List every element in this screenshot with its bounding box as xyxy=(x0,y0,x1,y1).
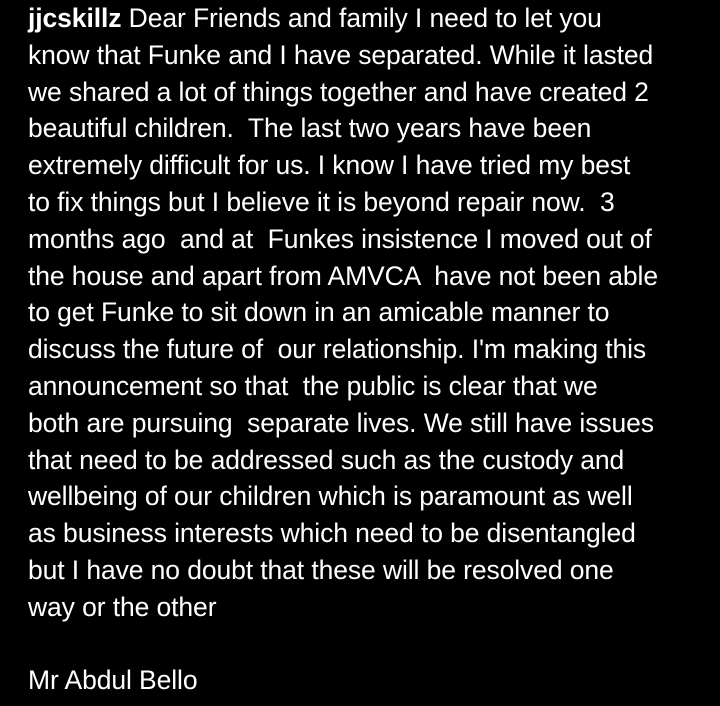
caption-text: wellbeing of our children which is paramount as well xyxy=(28,481,633,512)
blank-line xyxy=(28,626,708,663)
caption-text: that need to be addressed such as the custody and xyxy=(28,444,625,475)
caption-text: but I have no doubt that these will be resolved one xyxy=(28,554,614,585)
post-caption xyxy=(28,0,708,699)
caption-text: extremely difficult for us. I know I have tried my best xyxy=(28,150,631,181)
caption-text: as business interests which need to be disentangled xyxy=(28,518,636,549)
caption-text: to fix things but I believe it is beyond repair now. 3 xyxy=(28,186,615,217)
caption-line-1 xyxy=(28,0,708,37)
caption-text: to get Funke to sit down in an amicable manner to xyxy=(28,297,610,328)
caption-text: Dear Friends and family I need to let you xyxy=(121,3,602,33)
caption-text: the house and apart from AMVCA have not been able xyxy=(28,260,658,291)
caption-text: beautiful children. The last two years have been xyxy=(28,113,592,144)
caption-text: announcement so that the public is clear that we xyxy=(28,370,598,401)
caption-text: we shared a lot of things together and have created 2 xyxy=(28,76,649,107)
username[interactable]: jjcskillz xyxy=(28,3,122,33)
signature: Mr Abdul Bello xyxy=(28,665,198,696)
caption-text: months ago and at Funkes insistence I moved out of xyxy=(28,223,652,254)
caption-text: way or the other xyxy=(28,591,217,622)
caption-text: know that Funke and I have separated. While it lasted xyxy=(28,39,654,70)
caption-text: both are pursuing separate lives. We still have issues xyxy=(28,407,654,438)
caption-text: discuss the future of our relationship. I'm making this xyxy=(28,334,647,365)
